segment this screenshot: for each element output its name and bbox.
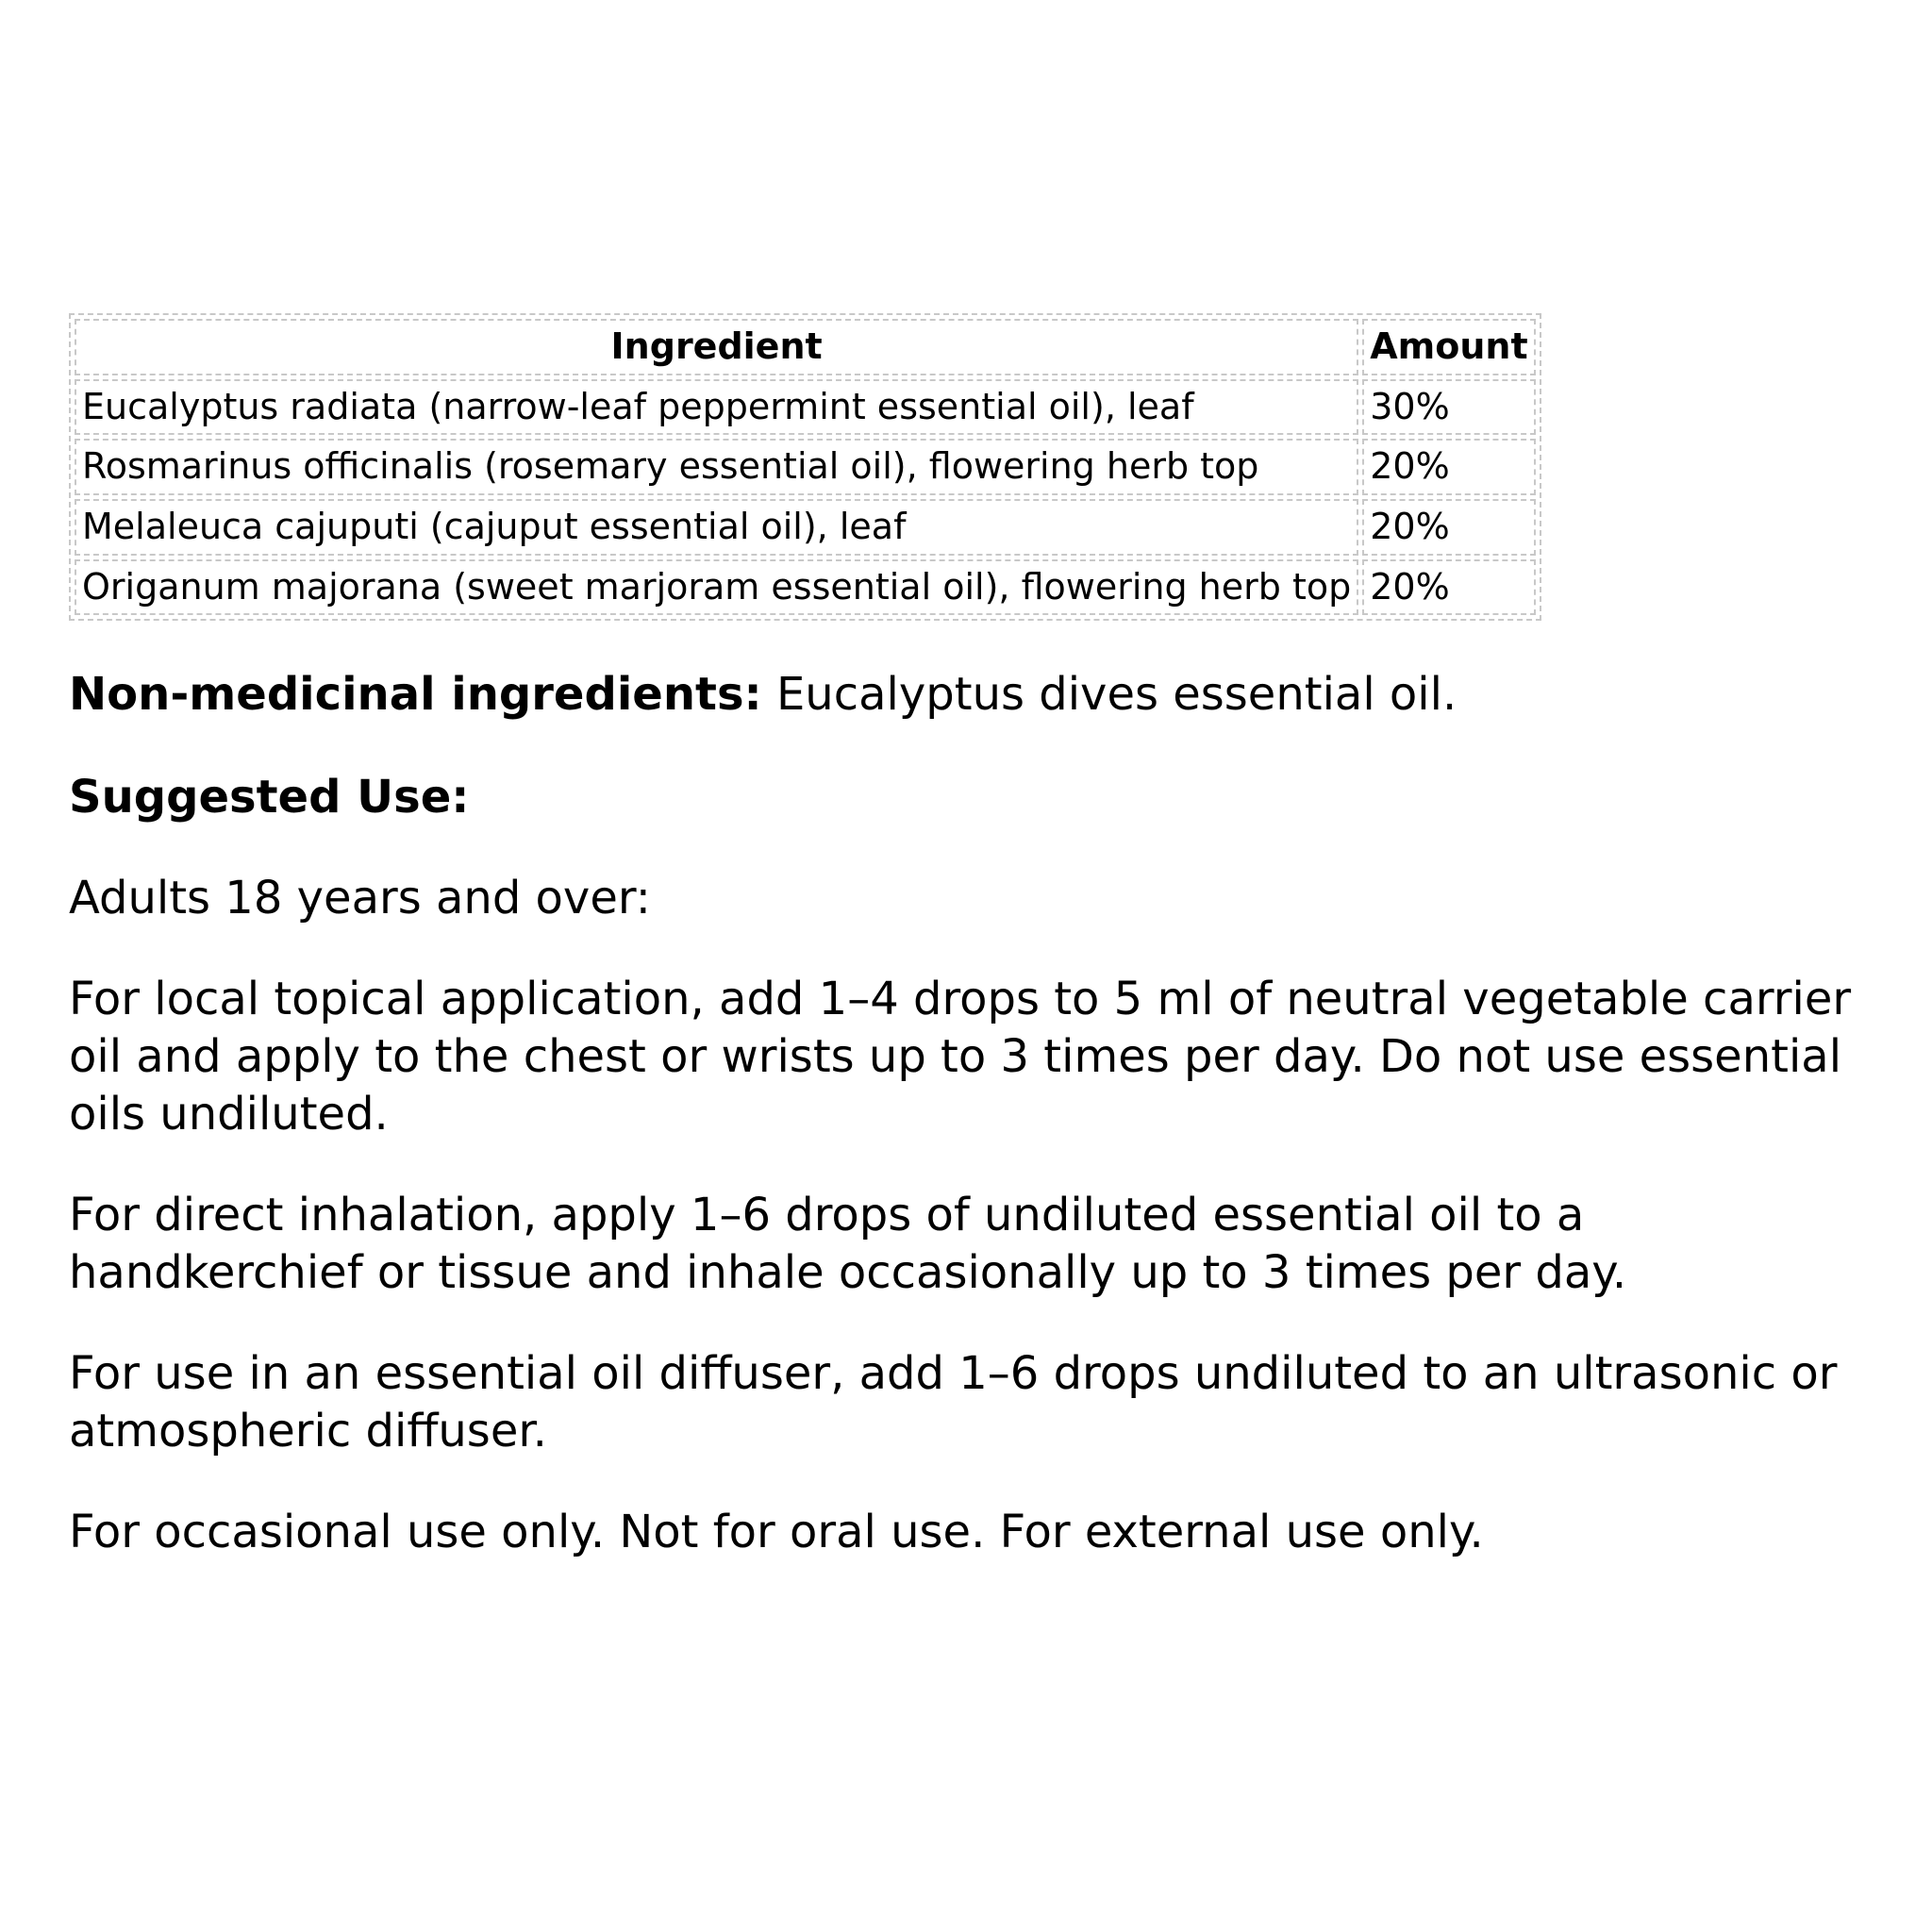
ingredient-cell: Eucalyptus radiata (narrow-leaf peppermint essential oil), leaf <box>75 379 1358 436</box>
table-row <box>75 439 1536 495</box>
amount-column-header: Amount <box>1362 319 1535 375</box>
table-row <box>75 379 1536 436</box>
diffuser-instructions: For use in an essential oil diffuser, add 1–6 drops undiluted to an ultrasonic or atmospheric diffuser. <box>69 1347 1838 1458</box>
usage-warning: For occasional use only. Not for oral use. For external use only. <box>69 1506 1484 1559</box>
non-medicinal-text: Eucalyptus dives essential oil. <box>761 668 1457 722</box>
suggested-use-heading: Suggested Use: <box>69 771 470 824</box>
non-medicinal-ingredients <box>69 666 1861 724</box>
ingredient-cell: Melaleuca cajuputi (cajuput essential oil), leaf <box>75 499 1358 556</box>
topical-instructions: For local topical application, add 1–4 drops to 5 ml of neutral vegetable carrier oil and apply to the chest or wrists up to 3 times per day. Do not use essential oils undiluted. <box>69 973 1852 1141</box>
ingredient-cell: Rosmarinus officinalis (rosemary essential oil), flowering herb top <box>75 439 1358 495</box>
adults-line: Adults 18 years and over: <box>69 872 651 925</box>
amount-cell: 20% <box>1362 559 1535 616</box>
table-row <box>75 559 1536 616</box>
table-row <box>75 499 1536 556</box>
amount-cell: 20% <box>1362 499 1535 556</box>
inhalation-instructions: For direct inhalation, apply 1–6 drops of undiluted essential oil to a handkerchief or tissue and inhale occasionally up to 3 times per day. <box>69 1189 1627 1300</box>
non-medicinal-label: Non-medicinal ingredients: <box>69 668 762 722</box>
product-info <box>69 313 1861 1561</box>
ingredient-column-header: Ingredient <box>75 319 1358 375</box>
table-header-row <box>75 319 1536 375</box>
ingredient-cell: Origanum majorana (sweet marjoram essential oil), flowering herb top <box>75 559 1358 616</box>
ingredients-table <box>69 313 1541 621</box>
amount-cell: 30% <box>1362 379 1535 436</box>
amount-cell: 20% <box>1362 439 1535 495</box>
